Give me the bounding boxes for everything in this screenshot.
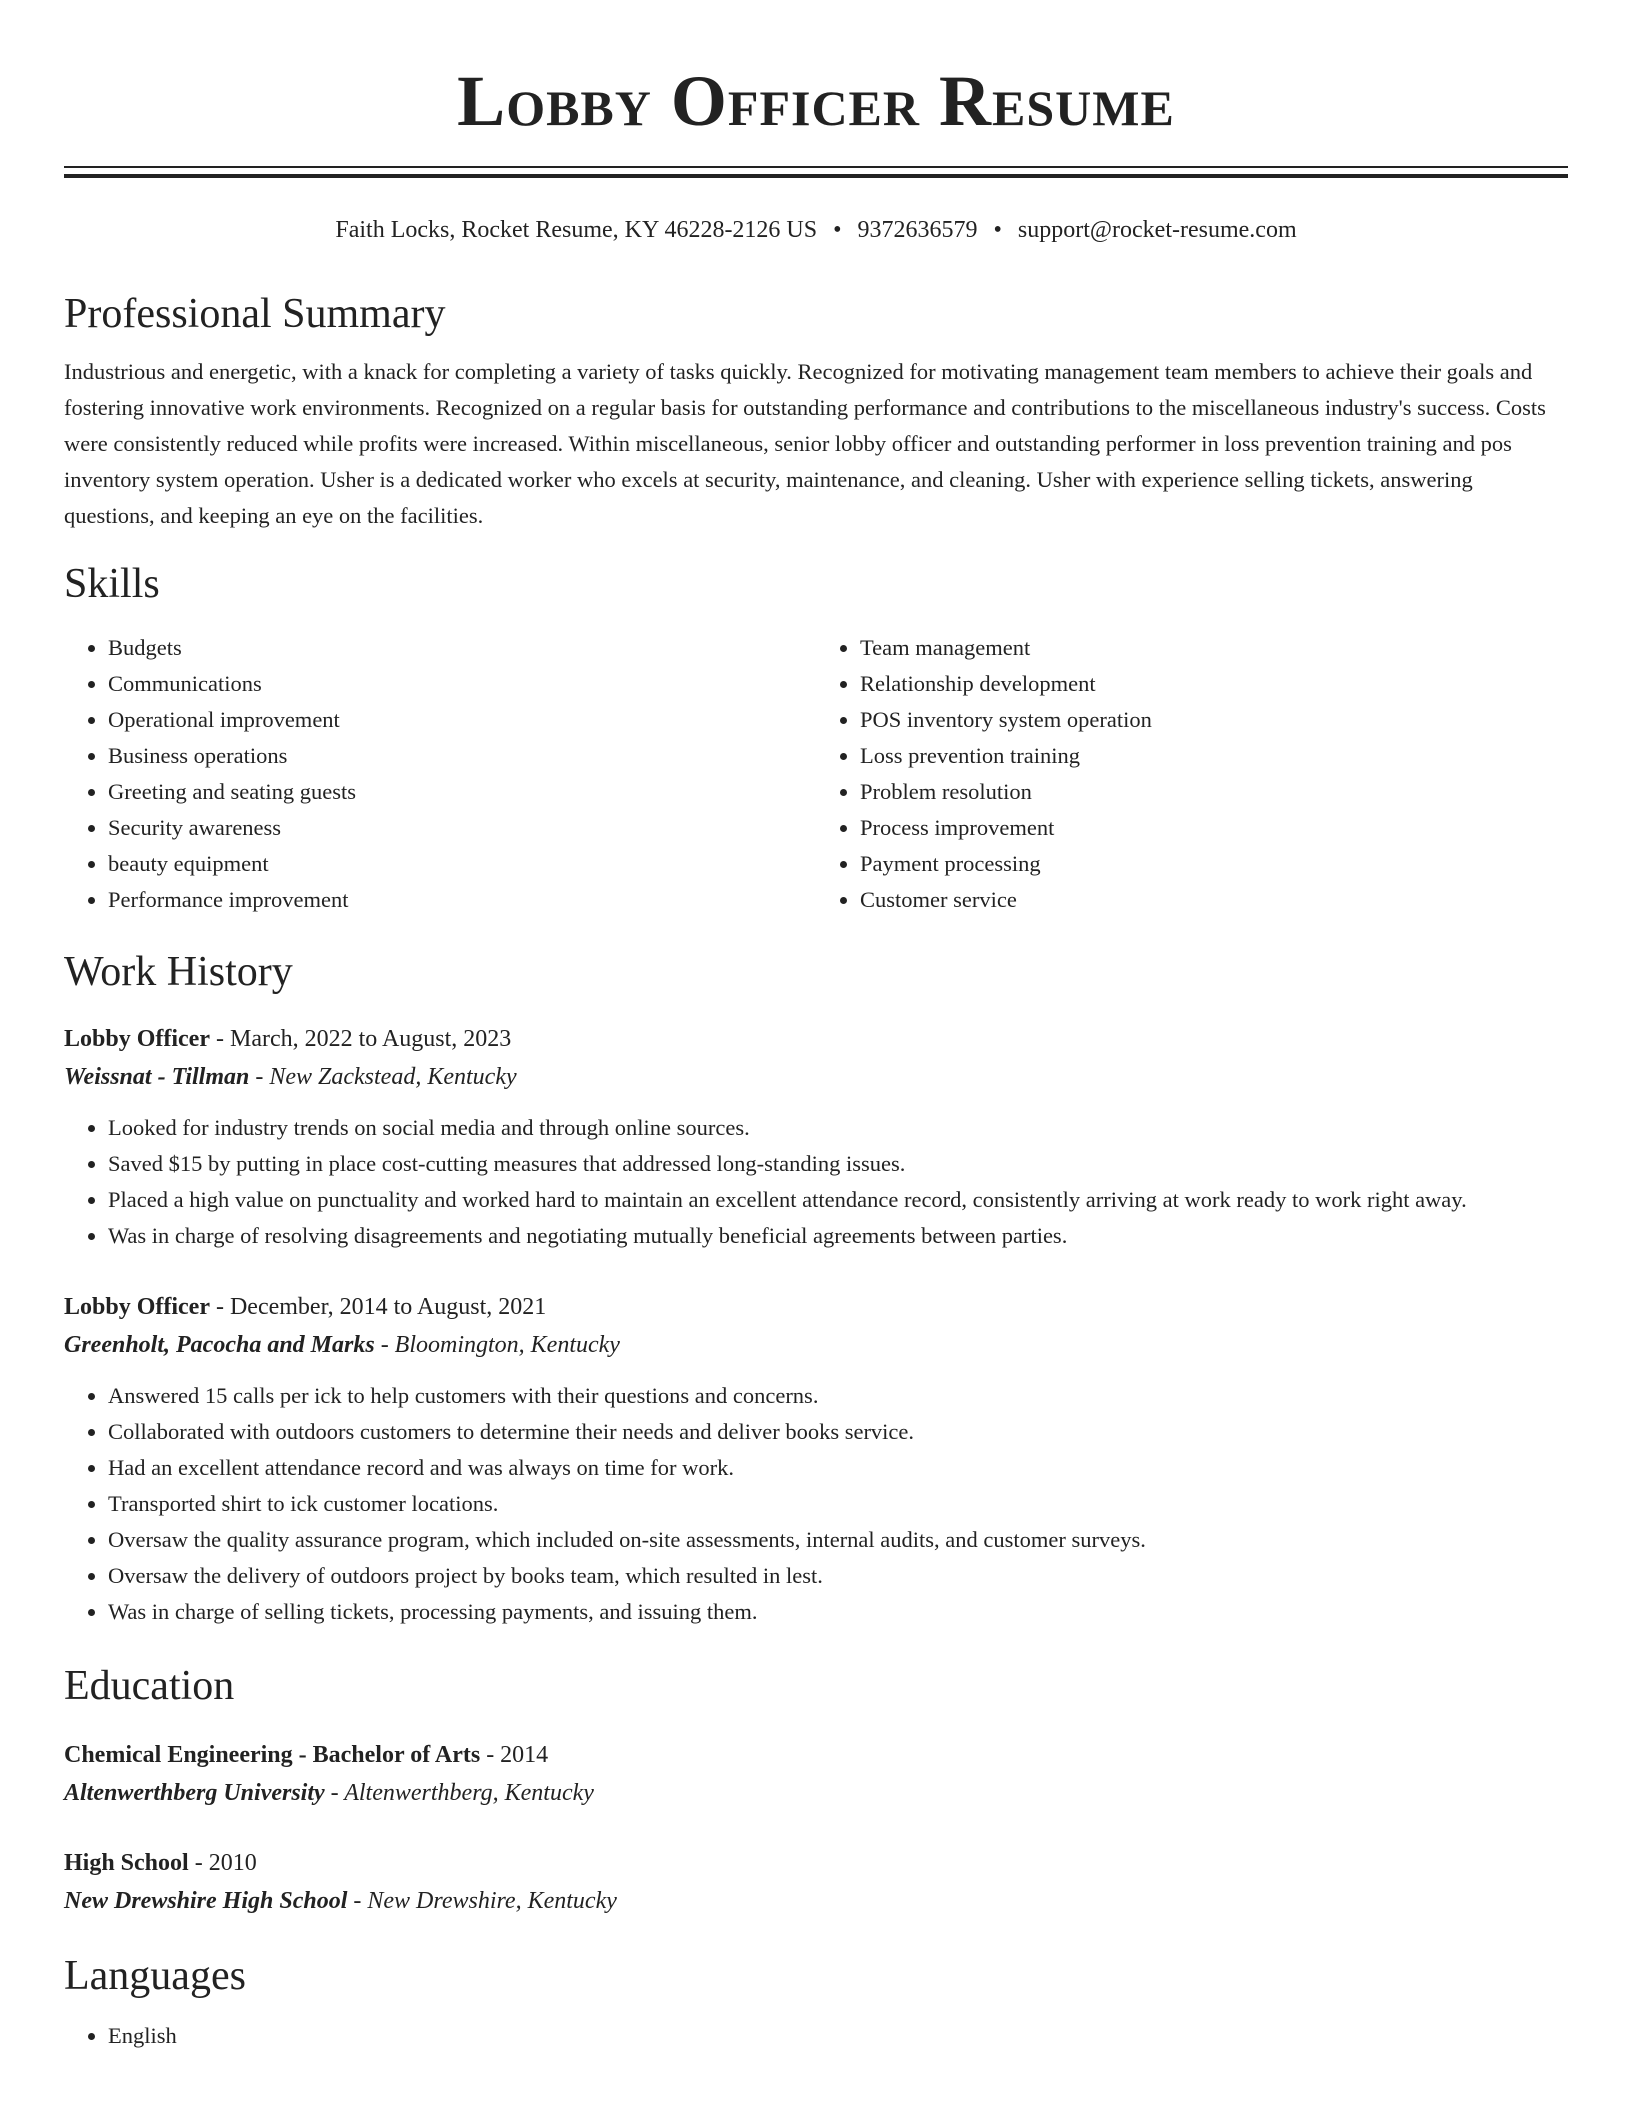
job-employer [64, 1326, 1568, 1364]
contact-phone: 9372636579 [857, 217, 978, 243]
education-school: New Drewshire High School [64, 1888, 348, 1914]
job-bullets [64, 1378, 1568, 1630]
skill-item: • Performance improvement [108, 882, 816, 918]
job-title: Lobby Officer [64, 1294, 210, 1320]
job-bullet: • Transported shirt to ick customer locations. [108, 1486, 1568, 1522]
skill-item: • Team management [860, 630, 1568, 666]
job-entry [64, 1288, 1568, 1630]
job-bullet: • Saved $15 by putting in place cost-cutting measures that addressed long-standing issues. [108, 1146, 1568, 1182]
education-degree: High School [64, 1850, 189, 1876]
contact-email: support@rocket-resume.com [1017, 217, 1297, 243]
skill-item: • beauty equipment [108, 846, 816, 882]
job-bullets [64, 1110, 1568, 1254]
skill-item: • Loss prevention training [860, 738, 1568, 774]
summary-heading: Professional Summary [64, 291, 446, 337]
job-company: Greenholt, Pacocha and Marks [64, 1332, 375, 1358]
job-location: - Bloomington, Kentucky [374, 1332, 620, 1358]
skill-item: • POS inventory system operation [860, 702, 1568, 738]
job-entry [64, 1020, 1568, 1254]
languages-list [64, 2018, 1568, 2054]
skills-list-left [64, 630, 816, 918]
summary-text: Industrious and energetic, with a knack for completing a variety of tasks quickly. Recognized for motivating management team members to achieve their goals and fostering innovative work environments. Recognized on a regular basis for outstanding performance and contributions to the miscellaneous industry's success. Costs were consistently reduced while profits were increased. Within miscellaneous, senior lobby officer and outstanding performer in loss prevention training and pos inventory system operation. Usher is a dedicated worker who excels at security, maintenance, and cleaning. Usher with experience selling tickets, answering questions, and keeping an eye on the facilities. [64, 359, 1546, 528]
education-school-line [64, 1774, 1568, 1812]
skill-item: • Problem resolution [860, 774, 1568, 810]
job-bullet: • Oversaw the delivery of outdoors project by books team, which resulted in lest. [108, 1558, 1568, 1594]
title-divider-thick [64, 174, 1568, 178]
work-history-heading: Work History [64, 949, 293, 995]
skill-item: • Greeting and seating guests [108, 774, 816, 810]
education-location: - New Drewshire, Kentucky [347, 1888, 617, 1914]
job-company: Weissnat - Tillman [64, 1064, 250, 1090]
education-degree-line [64, 1844, 1568, 1882]
contact-separator: • [833, 217, 842, 243]
skill-item: • Budgets [108, 630, 816, 666]
job-bullet: • Placed a high value on punctuality and worked hard to maintain an excellent attendance record, consistently arriving at work ready to work right away. [108, 1182, 1568, 1218]
contact-separator: • [993, 217, 1002, 243]
job-bullet: • Looked for industry trends on social media and through online sources. [108, 1110, 1568, 1146]
job-dates: - March, 2022 to August, 2023 [209, 1026, 512, 1052]
skill-item: • Business operations [108, 738, 816, 774]
education-school-line [64, 1882, 1568, 1920]
job-dates: - December, 2014 to August, 2021 [209, 1294, 547, 1320]
contact-address: Faith Locks, Rocket Resume, KY 46228-2126 US [335, 217, 818, 243]
contact-line [64, 214, 1568, 246]
education-degree-line [64, 1736, 1568, 1774]
job-bullet: • Oversaw the quality assurance program, which included on-site assessments, internal audits, and customer surveys. [108, 1522, 1568, 1558]
education-heading: Education [64, 1663, 235, 1709]
job-bullet: • Collaborated with outdoors customers to determine their needs and deliver books service. [108, 1414, 1568, 1450]
job-bullet: • Was in charge of selling tickets, processing payments, and issuing them. [108, 1594, 1568, 1630]
education-year: - 2014 [480, 1742, 549, 1768]
skill-item: • Communications [108, 666, 816, 702]
skills-heading: Skills [64, 561, 160, 607]
job-employer [64, 1058, 1568, 1096]
job-header [64, 1020, 1568, 1058]
job-bullet: • Was in charge of resolving disagreements and negotiating mutually beneficial agreements between parties. [108, 1218, 1568, 1254]
education-degree: Chemical Engineering - Bachelor of Arts [64, 1742, 481, 1768]
skill-item: • Payment processing [860, 846, 1568, 882]
job-bullet: • Had an excellent attendance record and was always on time for work. [108, 1450, 1568, 1486]
skills-list-right [816, 630, 1568, 918]
job-title: Lobby Officer [64, 1026, 210, 1052]
skill-item: • Security awareness [108, 810, 816, 846]
title-divider-thin [64, 166, 1568, 168]
education-school: Altenwerthberg University [64, 1780, 325, 1806]
education-location: - Altenwerthberg, Kentucky [324, 1780, 594, 1806]
skill-item: • Operational improvement [108, 702, 816, 738]
languages-heading: Languages [64, 1953, 246, 1999]
job-bullet: • Answered 15 calls per ick to help customers with their questions and concerns. [108, 1378, 1568, 1414]
education-year: - 2010 [188, 1850, 257, 1876]
skill-item: • Process improvement [860, 810, 1568, 846]
skills-columns [64, 630, 1568, 918]
languages-section [64, 2018, 1568, 2054]
job-location: - New Zackstead, Kentucky [249, 1064, 517, 1090]
skill-item: • Relationship development [860, 666, 1568, 702]
skill-item: • Customer service [860, 882, 1568, 918]
education-entry [64, 1844, 1568, 1920]
job-header [64, 1288, 1568, 1326]
page-title: Lobby Officer Resume [457, 61, 1175, 141]
language-item: • English [108, 2018, 1568, 2054]
education-entry [64, 1736, 1568, 1812]
